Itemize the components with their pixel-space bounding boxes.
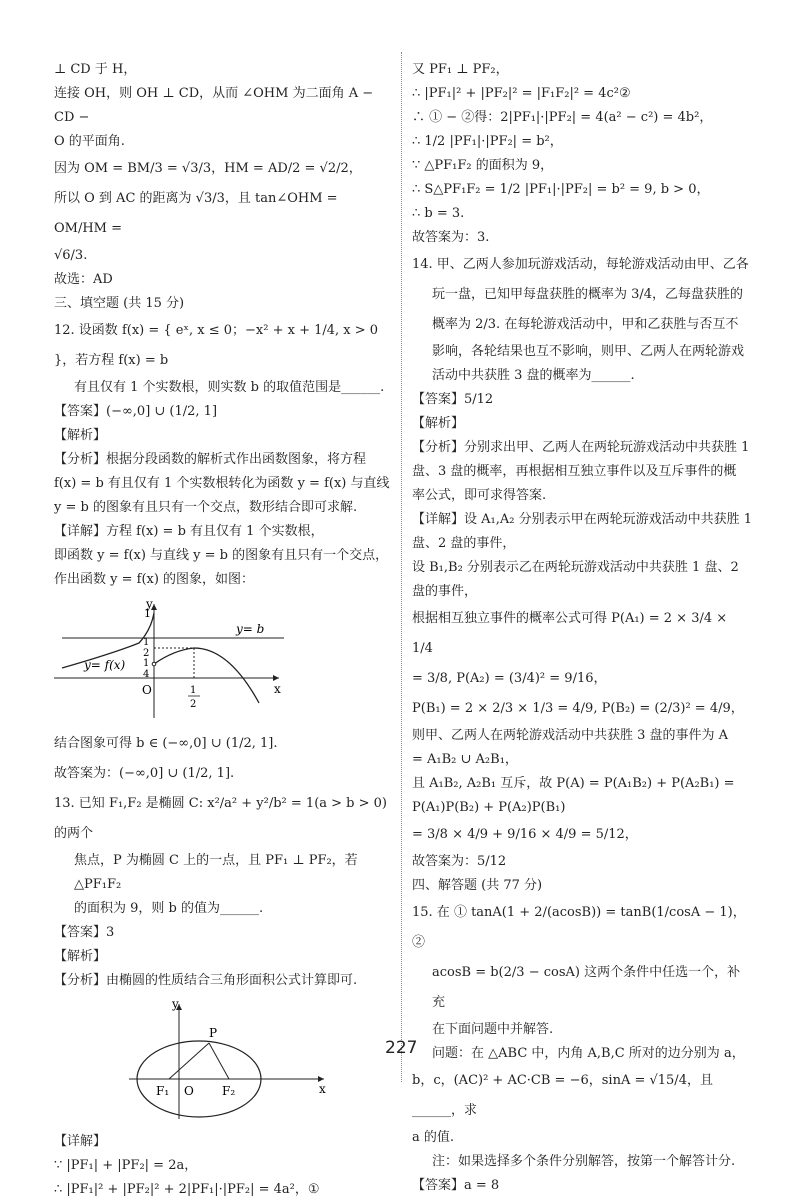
function-graph-figure bbox=[54, 598, 294, 723]
text-line: P(B₁) = 2 × 2/3 × 1/3 = 4/9, P(B₂) = (2/3)² = 4/9， bbox=[412, 701, 744, 716]
curve-label: y= f(x) bbox=[84, 658, 126, 672]
text-line: ∵ |PF₁| + |PF₂| = 2a， bbox=[54, 1158, 198, 1173]
text-line: 【解析】 bbox=[412, 416, 465, 431]
text-line: 故答案为：5/12 bbox=[412, 854, 507, 869]
text-line: b，c，(AC)² + AC·CB = −6，sinA = √15/4，且______，求 bbox=[412, 1073, 713, 1118]
text-line: 【分析】由椭圆的性质结合三角形面积公式计算即可. bbox=[54, 973, 358, 988]
text-line: 故选：AD bbox=[54, 272, 113, 287]
answer-12: 【答案】(−∞,0] ∪ (1/2, 1] bbox=[54, 404, 218, 419]
tick-quarter-num: 1 bbox=[143, 658, 150, 669]
text-line: 【分析】分别求出甲、乙两人在两轮玩游戏活动中共获胜 1 bbox=[412, 440, 750, 455]
text-line: P(A₁)P(B₂) + P(A₂)P(B₁) bbox=[412, 800, 566, 815]
left-lines bbox=[54, 58, 394, 592]
question-12: 12. 设函数 f(x) = { eˣ, x ≤ 0；−x² + x + 1/4, x > 0 }，若方程 f(x) = b bbox=[54, 323, 379, 368]
text-line: ∴ |PF₁|² + |PF₂|² + 2|PF₁|·|PF₂| = 4a²，① bbox=[54, 1182, 320, 1197]
tick-quarter-den: 4 bbox=[143, 669, 150, 680]
svg-text:P: P bbox=[209, 1026, 218, 1040]
text-line: 作出函数 y = f(x) 的图象，如图： bbox=[54, 572, 255, 587]
right-column bbox=[412, 58, 752, 1198]
text-line: = 3/8 × 4/9 + 9/16 × 4/9 = 5/12， bbox=[412, 827, 638, 842]
text-line: ∴ ① − ②得：2|PF₁|·|PF₂| = 4(a² − c²) = 4b²， bbox=[412, 110, 713, 125]
text-line: 又 PF₁ ⊥ PF₂， bbox=[412, 62, 509, 77]
text-line: 【解析】 bbox=[54, 949, 107, 964]
left-after-fig1 bbox=[54, 729, 394, 993]
text-line: 盘的事件， bbox=[412, 584, 478, 599]
text-line: ⊥ CD 于 H， bbox=[54, 62, 137, 77]
svg-text:x: x bbox=[319, 1082, 326, 1096]
section-heading: 四、解答题 (共 77 分) bbox=[412, 878, 543, 893]
text-line: 设 B₁,B₂ 分别表示乙在两轮玩游戏活动中共获胜 1 盘、2 bbox=[412, 560, 739, 575]
parabola-curve bbox=[154, 648, 259, 703]
text-line: 有且仅有 1 个实数根，则实数 b 的取值范围是______. bbox=[74, 380, 385, 395]
text-line: 且 A₁B₂, A₂B₁ 互斥，故 P(A) = P(A₁B₂) + P(A₂B₁) = bbox=[412, 776, 735, 791]
text-line: 故答案为：3. bbox=[412, 230, 490, 245]
question-14: 14. 甲、乙两人参加玩游戏活动，每轮游戏活动由甲、乙各 bbox=[412, 257, 749, 272]
text-line: 注：如果选择多个条件分别解答，按第一个解答计分. bbox=[432, 1154, 736, 1169]
section-heading: 三、填空题 (共 15 分) bbox=[54, 296, 185, 311]
tick-half-den: 2 bbox=[143, 648, 150, 659]
question-15: 15. 在 ① tanA(1 + 2/(acosB)) = tanB(1/cosA − 1)，② bbox=[412, 905, 746, 950]
text-line: 所以 O 到 AC 的距离为 √3/3，且 tan∠OHM = OM/HM = bbox=[54, 191, 338, 236]
text-line: ∴ 1/2 |PF₁|·|PF₂| = b²， bbox=[412, 134, 563, 149]
ellipse-figure bbox=[124, 999, 364, 1124]
answer-15: 【答案】a = 8 bbox=[412, 1178, 500, 1193]
line-label: y= b bbox=[236, 622, 265, 636]
y-axis-label: y bbox=[146, 598, 153, 611]
text-line: 根据相互独立事件的概率公式可得 P(A₁) = 2 × 3/4 × 1/4 bbox=[412, 611, 728, 656]
column-divider bbox=[401, 52, 402, 1082]
text-line: y = b 的图象有且只有一个交点，数形结合即可求解. bbox=[54, 500, 358, 515]
svg-text:F₂: F₂ bbox=[222, 1084, 236, 1098]
text-line: 连接 OH，则 OH ⊥ CD，从而 ∠OHM 为二面角 A − CD − bbox=[54, 86, 374, 125]
text-line: 故答案为：(−∞,0] ∪ (1/2, 1]. bbox=[54, 766, 235, 781]
text-line: 问题：在 △ABC 中，内角 A,B,C 所对的边分别为 a， bbox=[432, 1046, 745, 1061]
origin-label: O bbox=[142, 683, 152, 697]
text-line: a 的值. bbox=[412, 1130, 455, 1145]
tick-half-num: 1 bbox=[143, 637, 150, 648]
text-line: 因为 OM = BM/3 = √3/3，HM = AD/2 = √2/2， bbox=[54, 161, 362, 176]
text-line: 活动中共获胜 3 盘的概率为______. bbox=[432, 368, 635, 383]
text-line: 即函数 y = f(x) 与直线 y = b 的图象有且只有一个交点， bbox=[54, 548, 389, 563]
xtick-half-num: 1 bbox=[190, 685, 197, 696]
text-line: f(x) = b 有且仅有 1 个实数根转化为函数 y = f(x) 与直线 bbox=[54, 476, 390, 491]
text-line: 玩一盘，已知甲每盘获胜的概率为 3/4，乙每盘获胜的 bbox=[432, 287, 744, 302]
text-line: 【详解】 bbox=[54, 1134, 107, 1149]
left-column bbox=[54, 58, 394, 1202]
text-line: 结合图象可得 b ∈ (−∞,0] ∪ (1/2, 1]. bbox=[54, 736, 278, 751]
left-after-fig2 bbox=[54, 1130, 394, 1202]
text-line: √6/3. bbox=[54, 248, 88, 263]
text-line: 概率为 2/3. 在每轮游戏活动中，甲和乙获胜与否互不 bbox=[432, 317, 739, 332]
text-line: = A₁B₂ ∪ A₂B₁， bbox=[412, 752, 518, 767]
text-line: 【详解】设 A₁,A₂ 分别表示甲在两轮玩游戏活动中共获胜 1 bbox=[412, 512, 752, 527]
svg-text:O: O bbox=[184, 1084, 194, 1098]
text-line: 率公式，即可求得答案. bbox=[412, 488, 547, 503]
text-line: O 的平面角. bbox=[54, 134, 125, 149]
tick-1: 1 bbox=[144, 607, 151, 620]
xtick-half-den: 2 bbox=[190, 699, 197, 710]
text-line: ∴ S△PF₁F₂ = 1/2 |PF₁|·|PF₂| = b² = 9, b > 0， bbox=[412, 182, 710, 197]
text-line: 焦点，P 为椭圆 C 上的一点，且 PF₁ ⊥ PF₂，若 △PF₁F₂ bbox=[74, 853, 358, 892]
text-line: 影响，各轮结果也互不影响，则甲、乙两人在两轮游戏 bbox=[432, 344, 745, 359]
answer-14: 【答案】5/12 bbox=[412, 392, 494, 407]
text-line: acosB = b(2/3 − cosA) 这两个条件中任选一个，补充 bbox=[432, 965, 741, 1010]
text-line: 盘、3 盘的概率，再根据相互独立事件以及互斥事件的概 bbox=[412, 464, 737, 479]
text-line: 则甲、乙两人在两轮游戏活动中共获胜 3 盘的事件为 A bbox=[412, 728, 729, 743]
question-13: 13. 已知 F₁,F₂ 是椭圆 C: x²/a² + y²/b² = 1(a > b > 0) 的两个 bbox=[54, 796, 387, 841]
text-line: 的面积为 9，则 b 的值为______. bbox=[74, 901, 264, 916]
text-line: ∴ |PF₁|² + |PF₂|² = |F₁F₂|² = 4c²② bbox=[412, 86, 631, 101]
svg-text:F₁: F₁ bbox=[156, 1084, 170, 1098]
page-number: 227 bbox=[385, 1038, 418, 1058]
text-line: 盘、2 盘的事件， bbox=[412, 536, 516, 551]
x-axis-label: x bbox=[274, 682, 281, 696]
text-line: 【详解】方程 f(x) = b 有且仅有 1 个实数根， bbox=[54, 524, 324, 539]
text-line: ∵ △PF₁F₂ 的面积为 9， bbox=[412, 158, 554, 173]
svg-text:y: y bbox=[172, 999, 179, 1011]
text-line: ∴ b = 3. bbox=[412, 206, 465, 221]
text-line: 【解析】 bbox=[54, 428, 107, 443]
text-line: = 3/8, P(A₂) = (3/4)² = 9/16， bbox=[412, 671, 607, 686]
answer-13: 【答案】3 bbox=[54, 925, 115, 940]
text-line: 【分析】根据分段函数的解析式作出函数图象，将方程 bbox=[54, 452, 367, 467]
text-line: 在下面问题中并解答. bbox=[432, 1022, 554, 1037]
